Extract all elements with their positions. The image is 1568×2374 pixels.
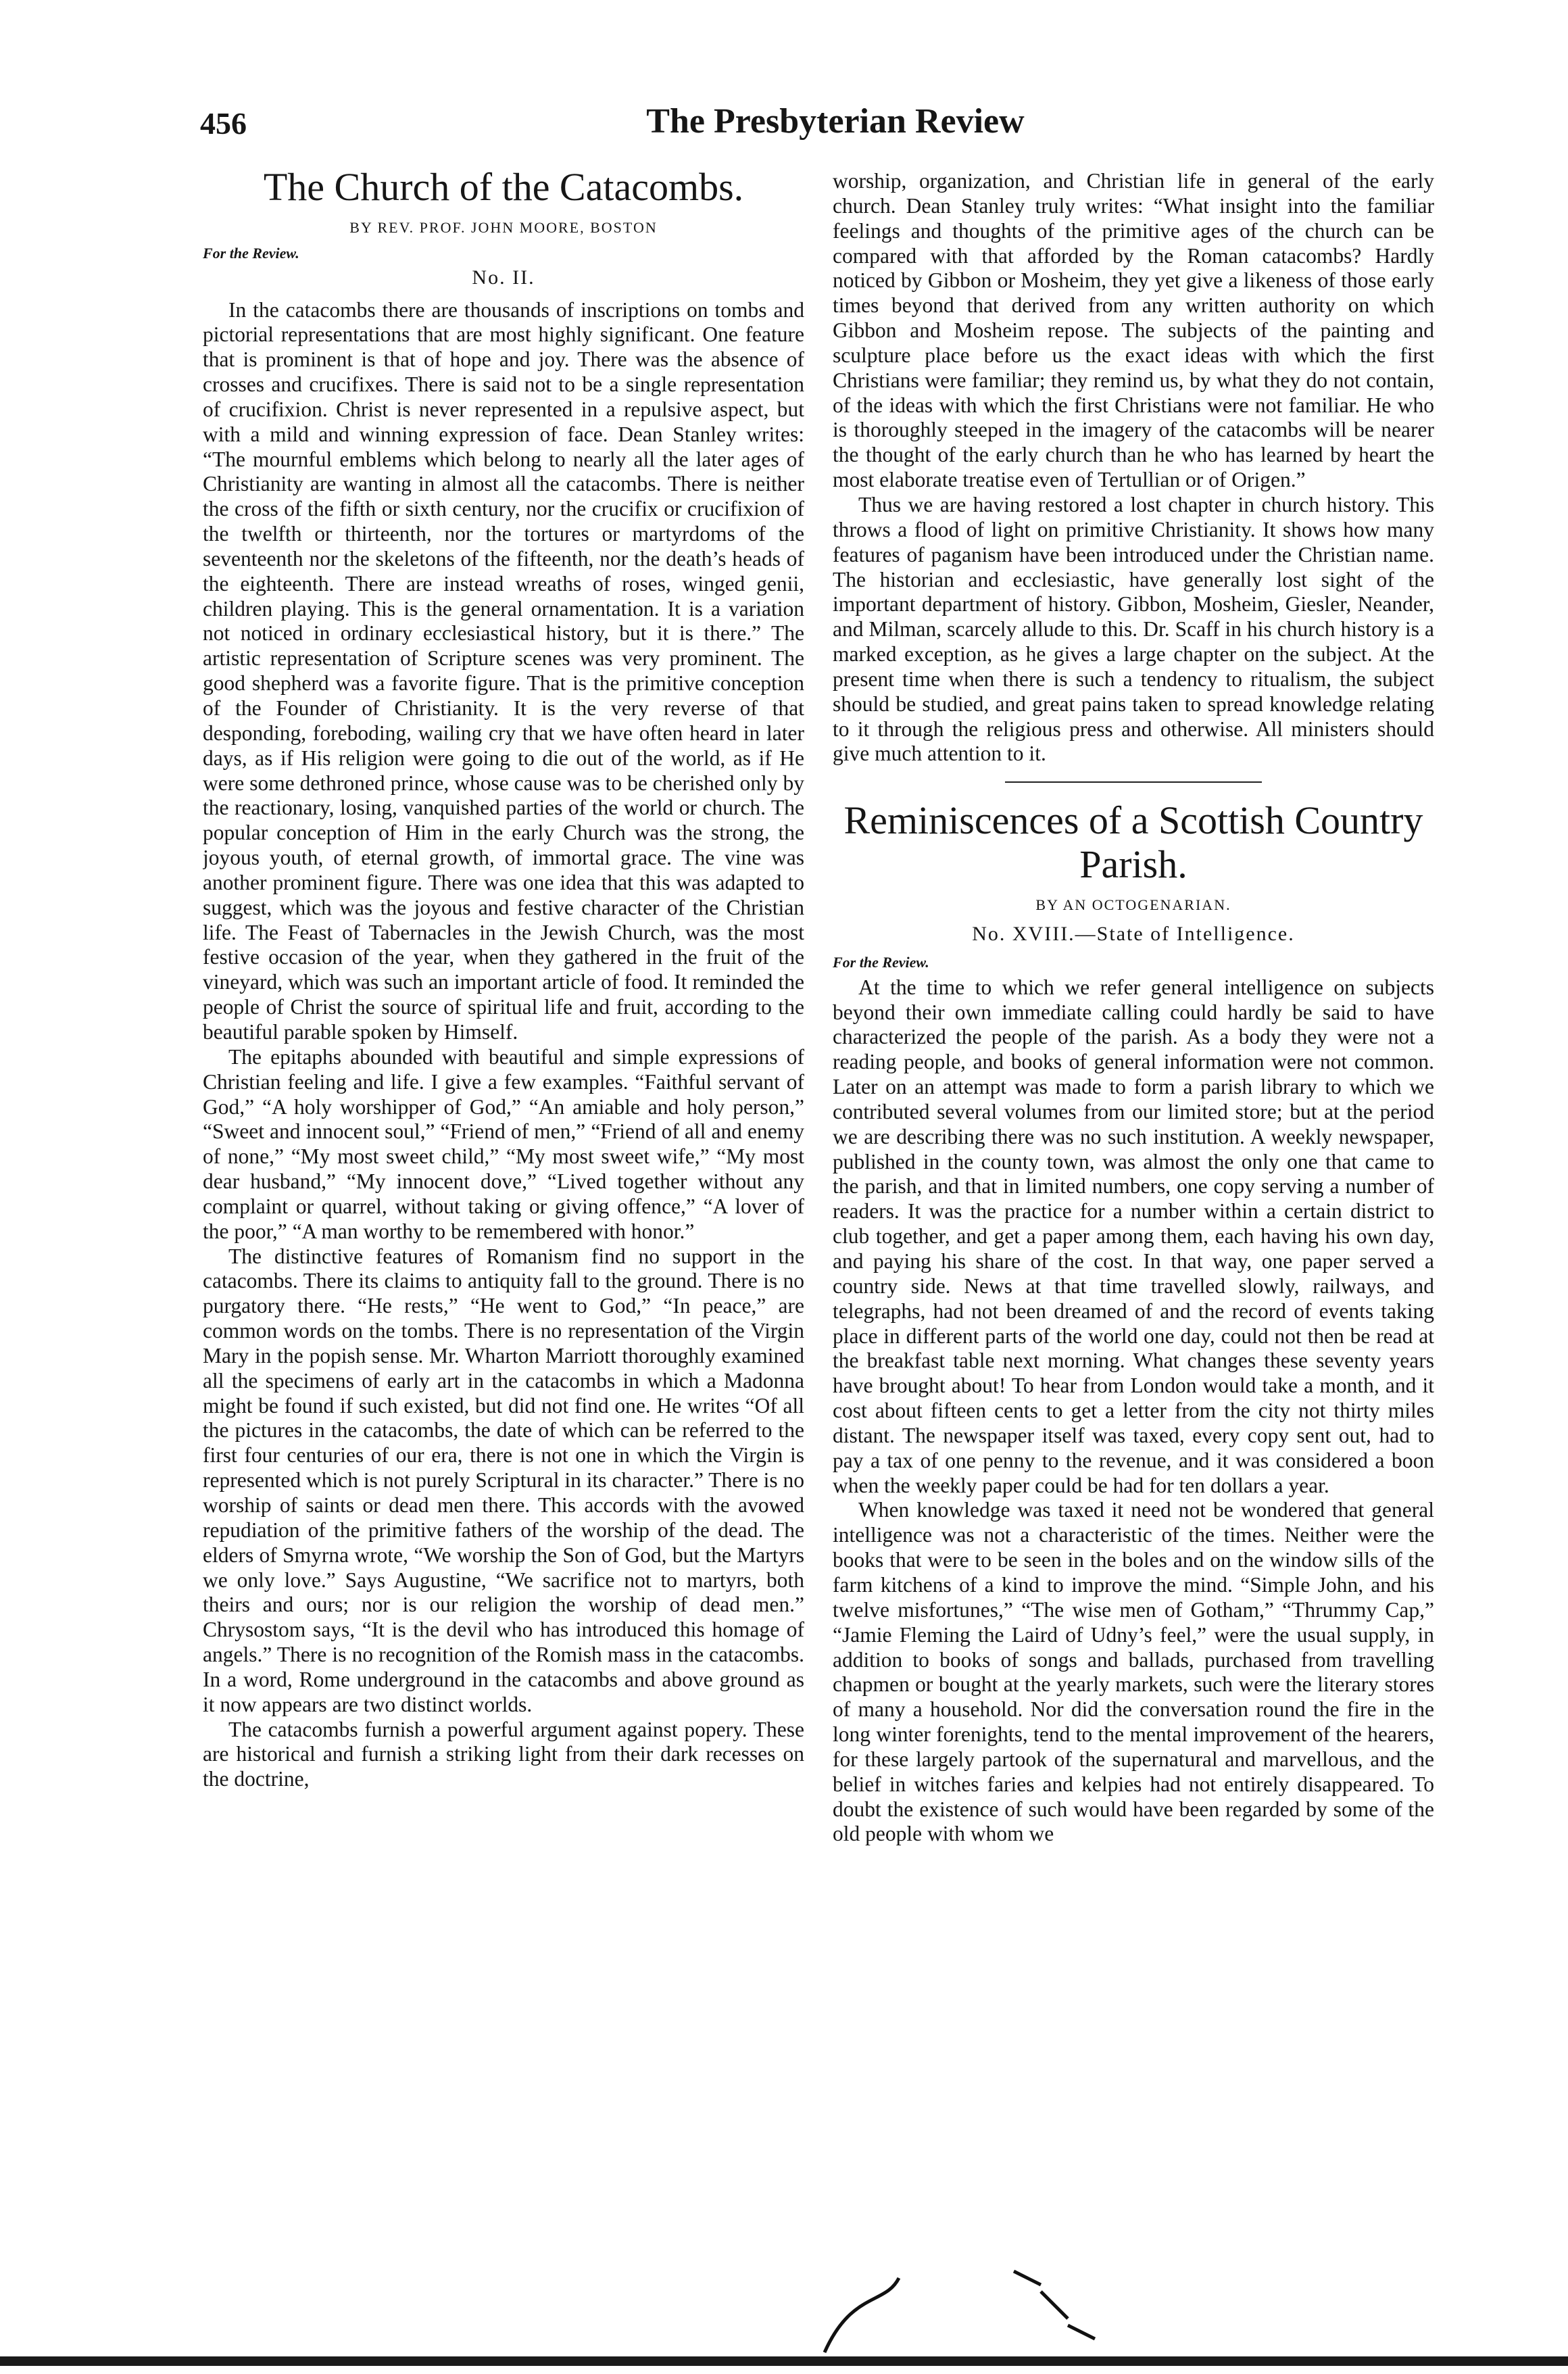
closing-paragraph: Thus we are having restored a lost chapter in church history. This throws a flood of light on primitive Christianity. It shows how many features of paganism have been introduced under the Christian name. The historian and ecclesiastic, have generally lost sight of the important department of history. Gibbon, Mosheim, Giesler, Neander, and Milman, scarcely allude to this. Dr. Scaff in his church history is a marked exception, as he gives a large chapter on the subject. At the present time when there is such a tendency to ritualism, the subject should be studied, and great pains taken to spread knowledge relating to it through the religious press and otherwise. All ministers should give much attention to it. (833, 492, 1434, 766)
article-number: No. II. (472, 266, 535, 289)
left-column (203, 166, 804, 2200)
article-byline: BY AN OCTOGENARIAN. (1035, 896, 1231, 914)
article-title-catacombs: The Church of the Catacombs. (263, 166, 744, 209)
article-number: No. XVIII.—State of Intelligence. (972, 922, 1295, 945)
running-head (200, 101, 1471, 149)
page-number: 456 (200, 106, 247, 141)
source-note: For the Review. (203, 244, 299, 262)
scan-artifact (811, 2264, 1190, 2359)
body-paragraph: The epitaphs abounded with beautiful and simple expressions of Christian feeling and life. I give a few examples. “Faithful servant of God,” “A holy worshipper of God,” “An amiable and holy person,” “Sweet and innocent soul,” “Friend of men,” “Friend of all and enemy of none,” “My most sweet child,” “My most sweet wife,” “My most dear husband,” “My innocent dove,” “Lived together without any complaint or quarrel, without taking or giving offence,” “A lover of the poor,” “A man worthy to be remembered with honor.” (203, 1044, 804, 1243)
body-paragraph: The distinctive features of Romanism find no support in the catacombs. There its claims to antiquity fall to the ground. There is no purgatory there. “He rests,” “He went to God,” “In peace,” are common words on the tombs. There is no representation of the Virgin Mary in the popish sense. Mr. Wharton Marriott thoroughly examined all the specimens of early art in the catacombs in which a Madonna might be found if such existed, but did not find one. He writes “Of all the pictures in the catacombs, the date of which can be referred to the first four centuries of our era, there is not one in which the Virgin is represented which is not purely Scriptural in its character.” There is no worship of saints or dead men there. This accords with the avowed repudiation of the primitive fathers of the worship of the dead. The elders of Smyrna wrote, “We worship the Son of God, but the Martyrs we only love.” Says Augustine, “We sacrifice not to martyrs, both theirs and ours; nor is our religion the worship of dead men.” Chrysostom says, “It is the devil who has introduced this homage of angels.” There is no recognition of the Romish mass in the catacombs. In a word, Rome underground in the catacombs and above ground as it now appears are two distinct worlds. (203, 1244, 804, 1716)
right-column (833, 169, 1434, 2204)
body-paragraph: At the time to which we refer general intelligence on subjects beyond their own immediate calling could hardly be said to have characterized the people of the parish. As a body they were not a reading people, and books of general information were not common. Later on an attempt was made to form a parish library to which we contributed several volumes from our limited store; but at the period we are describing there was no such institution. A weekly newspaper, published in the county town, was almost the only one that came to the parish, and that in limited numbers, one copy serving a number of readers. It was the practice for a number within a certain district to club together, and get a paper among them, each having his own day, and paying his share of the cost. In that way, one paper served a country side. News at that time travelled slowly, railways, and telegraphs, had not been dreamed of and the record of events taking place in different parts of the world one day, could not then be read at the breakfast table next morning. What changes these seventy years have brought about! To hear from London would take a month, and it cost about fifteen cents to get a letter from the city not thirty miles distant. The newspaper itself was taxed, every copy sent out, had to pay a tax of one penny to the revenue, and it was considered a boon when the weekly paper could be had for ten dollars a year. (833, 975, 1434, 1497)
body-paragraph: When knowledge was taxed it need not be wondered that general intelligence was not a characteristic of the times. Neither were the books that were to be seen in the boles and on the window sills of the farm kitchens of a kind to improve the mind. “Simple John, and his twelve misfortunes,” “The wise men of Gotham,” “Thrummy Cap,” “Jamie Fleming the Laird of Udny’s feel,” were the usual supply, in addition to books of songs and ballads, purchased from travelling chapmen or bought at the yearly markets, such were the literary stores of many a household. Nor did the conversation round the fire in the long winter forenights, tend to the mental improvement of the hearers, for these largely partook of the supernatural and marvellous, and the belief in witches faries and kelpies had not entirely disappeared. To doubt the existence of such would have been regarded by some of the old people with whom we (833, 1498, 1434, 1846)
body-paragraph: The catacombs furnish a powerful argument against popery. These are historical and furnish a striking light from their dark recesses on the doctrine, (203, 1717, 804, 1791)
continued-paragraph: worship, organization, and Christian life in general of the early church. Dean Stanley truly writes: “What insight into the familiar feelings and thoughts of the primitive ages of the church can be compared with that afforded by the Roman catacombs? Hardly noticed by Gibbon or Mosheim, they yet give a likeness of those early times beyond that derived from any written authority on which Gibbon and Mosheim repose. The subjects of the painting and sculpture place before us the exact ideas with which the first Christians were familiar; they remind us, by what they do not contain, of the ideas with which the first Christians were not familiar. He who is thoroughly steeped in the imagery of the catacombs will be nearer the thought of the early church than he who has learned by heart the most elaborate treatise even of Tertullian or of Origen.” (833, 169, 1434, 492)
section-divider (1005, 781, 1262, 783)
page-bottom-border (0, 2356, 1568, 2366)
journal-title: The Presbyterian Review (646, 102, 1025, 141)
article-title-reminiscences: Reminiscences of a Scottish Country Parish. (843, 798, 1423, 887)
article-byline: BY REV. PROF. JOHN MOORE, BOSTON (349, 218, 658, 236)
source-note: For the Review. (833, 953, 929, 971)
body-paragraph: In the catacombs there are thousands of inscriptions on tombs and pictorial representations that are most highly significant. One feature that is prominent is that of hope and joy. There was the absence of crosses and crucifixes. There is said not to be a single representation of crucifixion. Christ is never represented in a repulsive aspect, but with a mild and winning expression of face. Dean Stanley writes: “The mournful emblems which belong to nearly all the later ages of Christianity are wanting in almost all the catacombs. There is neither the cross of the fifth or sixth century, nor the crucifix or crucifixion of the twelfth or thirteenth, nor the tortures or martyrdoms of the seventeenth nor the skeletons of the fifteenth, nor the death’s heads of the eighteenth. There are instead wreaths of roses, winged genii, children playing. This is the general ornamentation. It is a variation not noticed in ordinary ecclesiastical history, but it is there.” The artistic representation of Scripture scenes was very prominent. The good shepherd was a favorite figure. That is the primitive conception of the Founder of Christianity. It is the very reverse of that desponding, foreboding, wailing cry that we have often heard in later days, as if His religion were going to die out of the world, as if He were some dethroned prince, whose cause was to be cherished only by the reactionary, losing, vanquished parties of the world or church. The popular conception of Him in the early Church was the strong, the joyous youth, of eternal growth, of immortal grace. The vine was another prominent figure. There was one idea that this was adapted to suggest, which was the joyous and festive character of the Christian life. The Feast of Tabernacles in the Jewish Church, was the most festive occasion of the year, when they gathered in the fruit of the vineyard, which was such an important article of food. It reminded the people of Christ the source of spiritual life and fruit, according to the beautiful parable spoken by Himself. (203, 297, 804, 1044)
